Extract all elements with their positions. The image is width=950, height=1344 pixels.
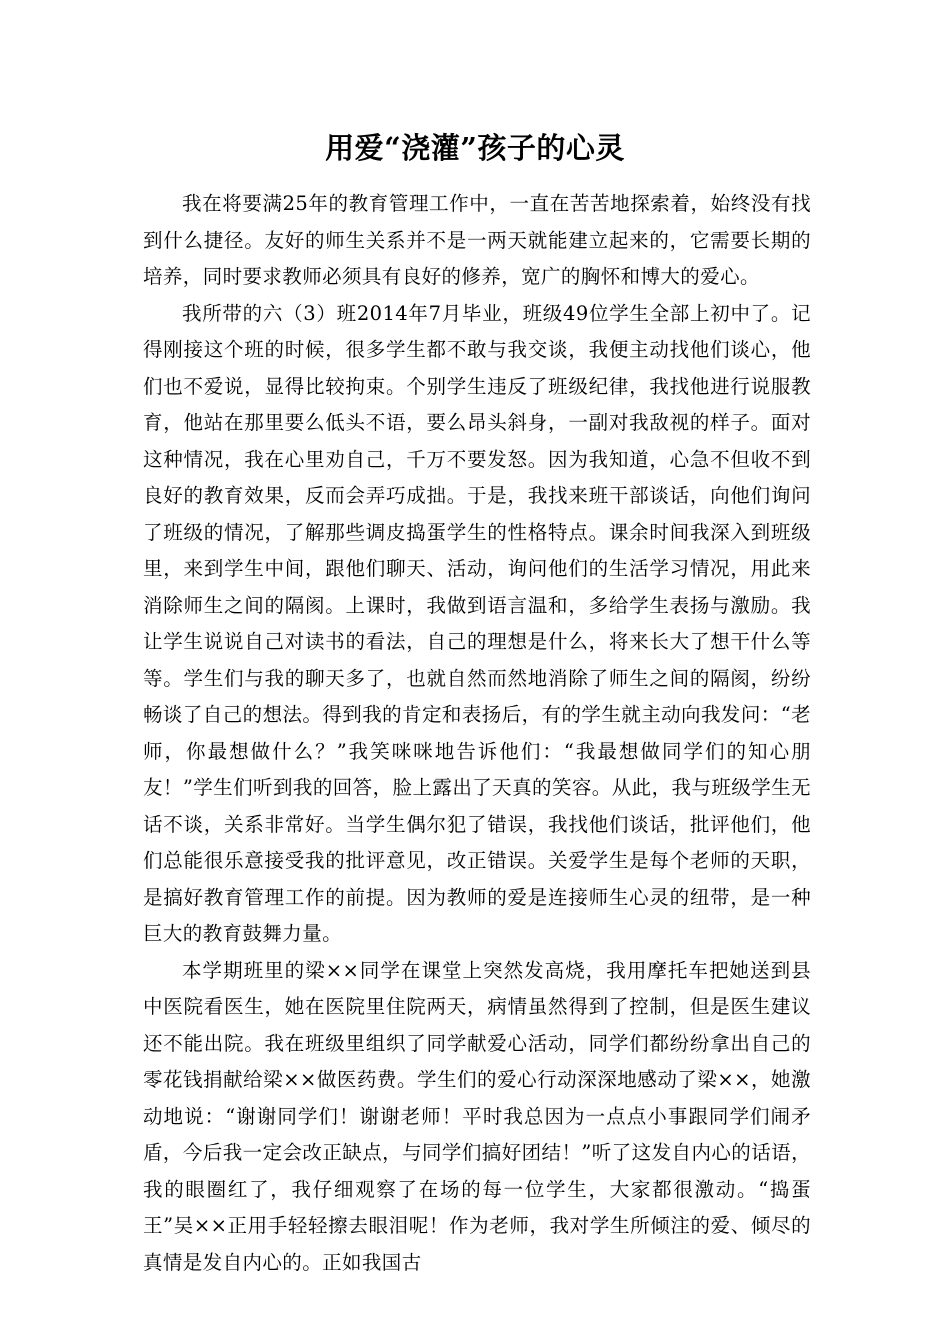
- document-title: 用爱“浇灌”孩子的心灵: [325, 131, 625, 165]
- document-body: [143, 186, 811, 1281]
- paragraph-3: 本学期班里的梁××同学在课堂上突然发高烧，我用摩托车把她送到县中医院看医生，她在医院里住院两天，病情虽然得到了控制，但是医生建议还不能出院。我在班级里组织了同学献爱心活动，同学们都纷纷拿出自己的零花钱捐献给梁××做医药费。学生们的爱心行动深深地感动了梁××，她激动地说：“谢谢同学们！谢谢老师！平时我总因为一点点小事跟同学们闹矛盾，今后我一定会改正缺点，与同学们搞好团结！”听了这发自内心的话语，我的眼圈红了，我仔细观察了在场的每一位学生，大家都很激动。“捣蛋王”吴××正用手轻轻擦去眼泪呢！作为老师，我对学生所倾注的爱、倾尽的真情是发自内心的。正如我国古: [143, 958, 811, 1274]
- paragraph-2: 我所带的六（3）班2014年7月毕业，班级49位学生全部上初中了。记得刚接这个班的时候，很多学生都不敢与我交谈，我便主动找他们谈心，他们也不爱说，显得比较拘束。个别学生违反了班级纪律，我找他进行说服教育，他站在那里要么低头不语，要么昂头斜身，一副对我敌视的样子。面对这种情况，我在心里劝自己，千万不要发怒。因为我知道，心急不但收不到良好的教育效果，反而会弄巧成拙。于是，我找来班干部谈话，向他们询问了班级的情况，了解那些调皮捣蛋学生的性格特点。课余时间我深入到班级里，来到学生中间，跟他们聊天、活动，询问他们的生活学习情况，用此来消除师生之间的隔阂。上课时，我做到语言温和，多给学生表扬与激励。我让学生说说自己对读书的看法，自己的理想是什么，将来长大了想干什么等等。学生们与我的聊天多了，也就自然而然地消除了师生之间的隔阂，纷纷畅谈了自己的想法。得到我的肯定和表扬后，有的学生就主动向我发问：“老师，你最想做什么？”我笑咪咪地告诉他们：“我最想做同学们的知心朋友！”学生们听到我的回答，脸上露出了天真的笑容。从此，我与班级学生无话不谈，关系非常好。当学生偶尔犯了错误，我找他们谈话，批评他们，他们总能很乐意接受我的批评意见，改正错误。关爱学生是每个老师的天职，是搞好教育管理工作的前提。因为教师的爱是连接师生心灵的纽带，是一种巨大的教育鼓舞力量。: [143, 301, 811, 945]
- paragraph-1: 我在将要满25年的教育管理工作中，一直在苦苦地探索着，始终没有找到什么捷径。友好的师生关系并不是一两天就能建立起来的，它需要长期的培养，同时要求教师必须具有良好的修养，宽广的胸怀和博大的爱心。: [143, 192, 811, 288]
